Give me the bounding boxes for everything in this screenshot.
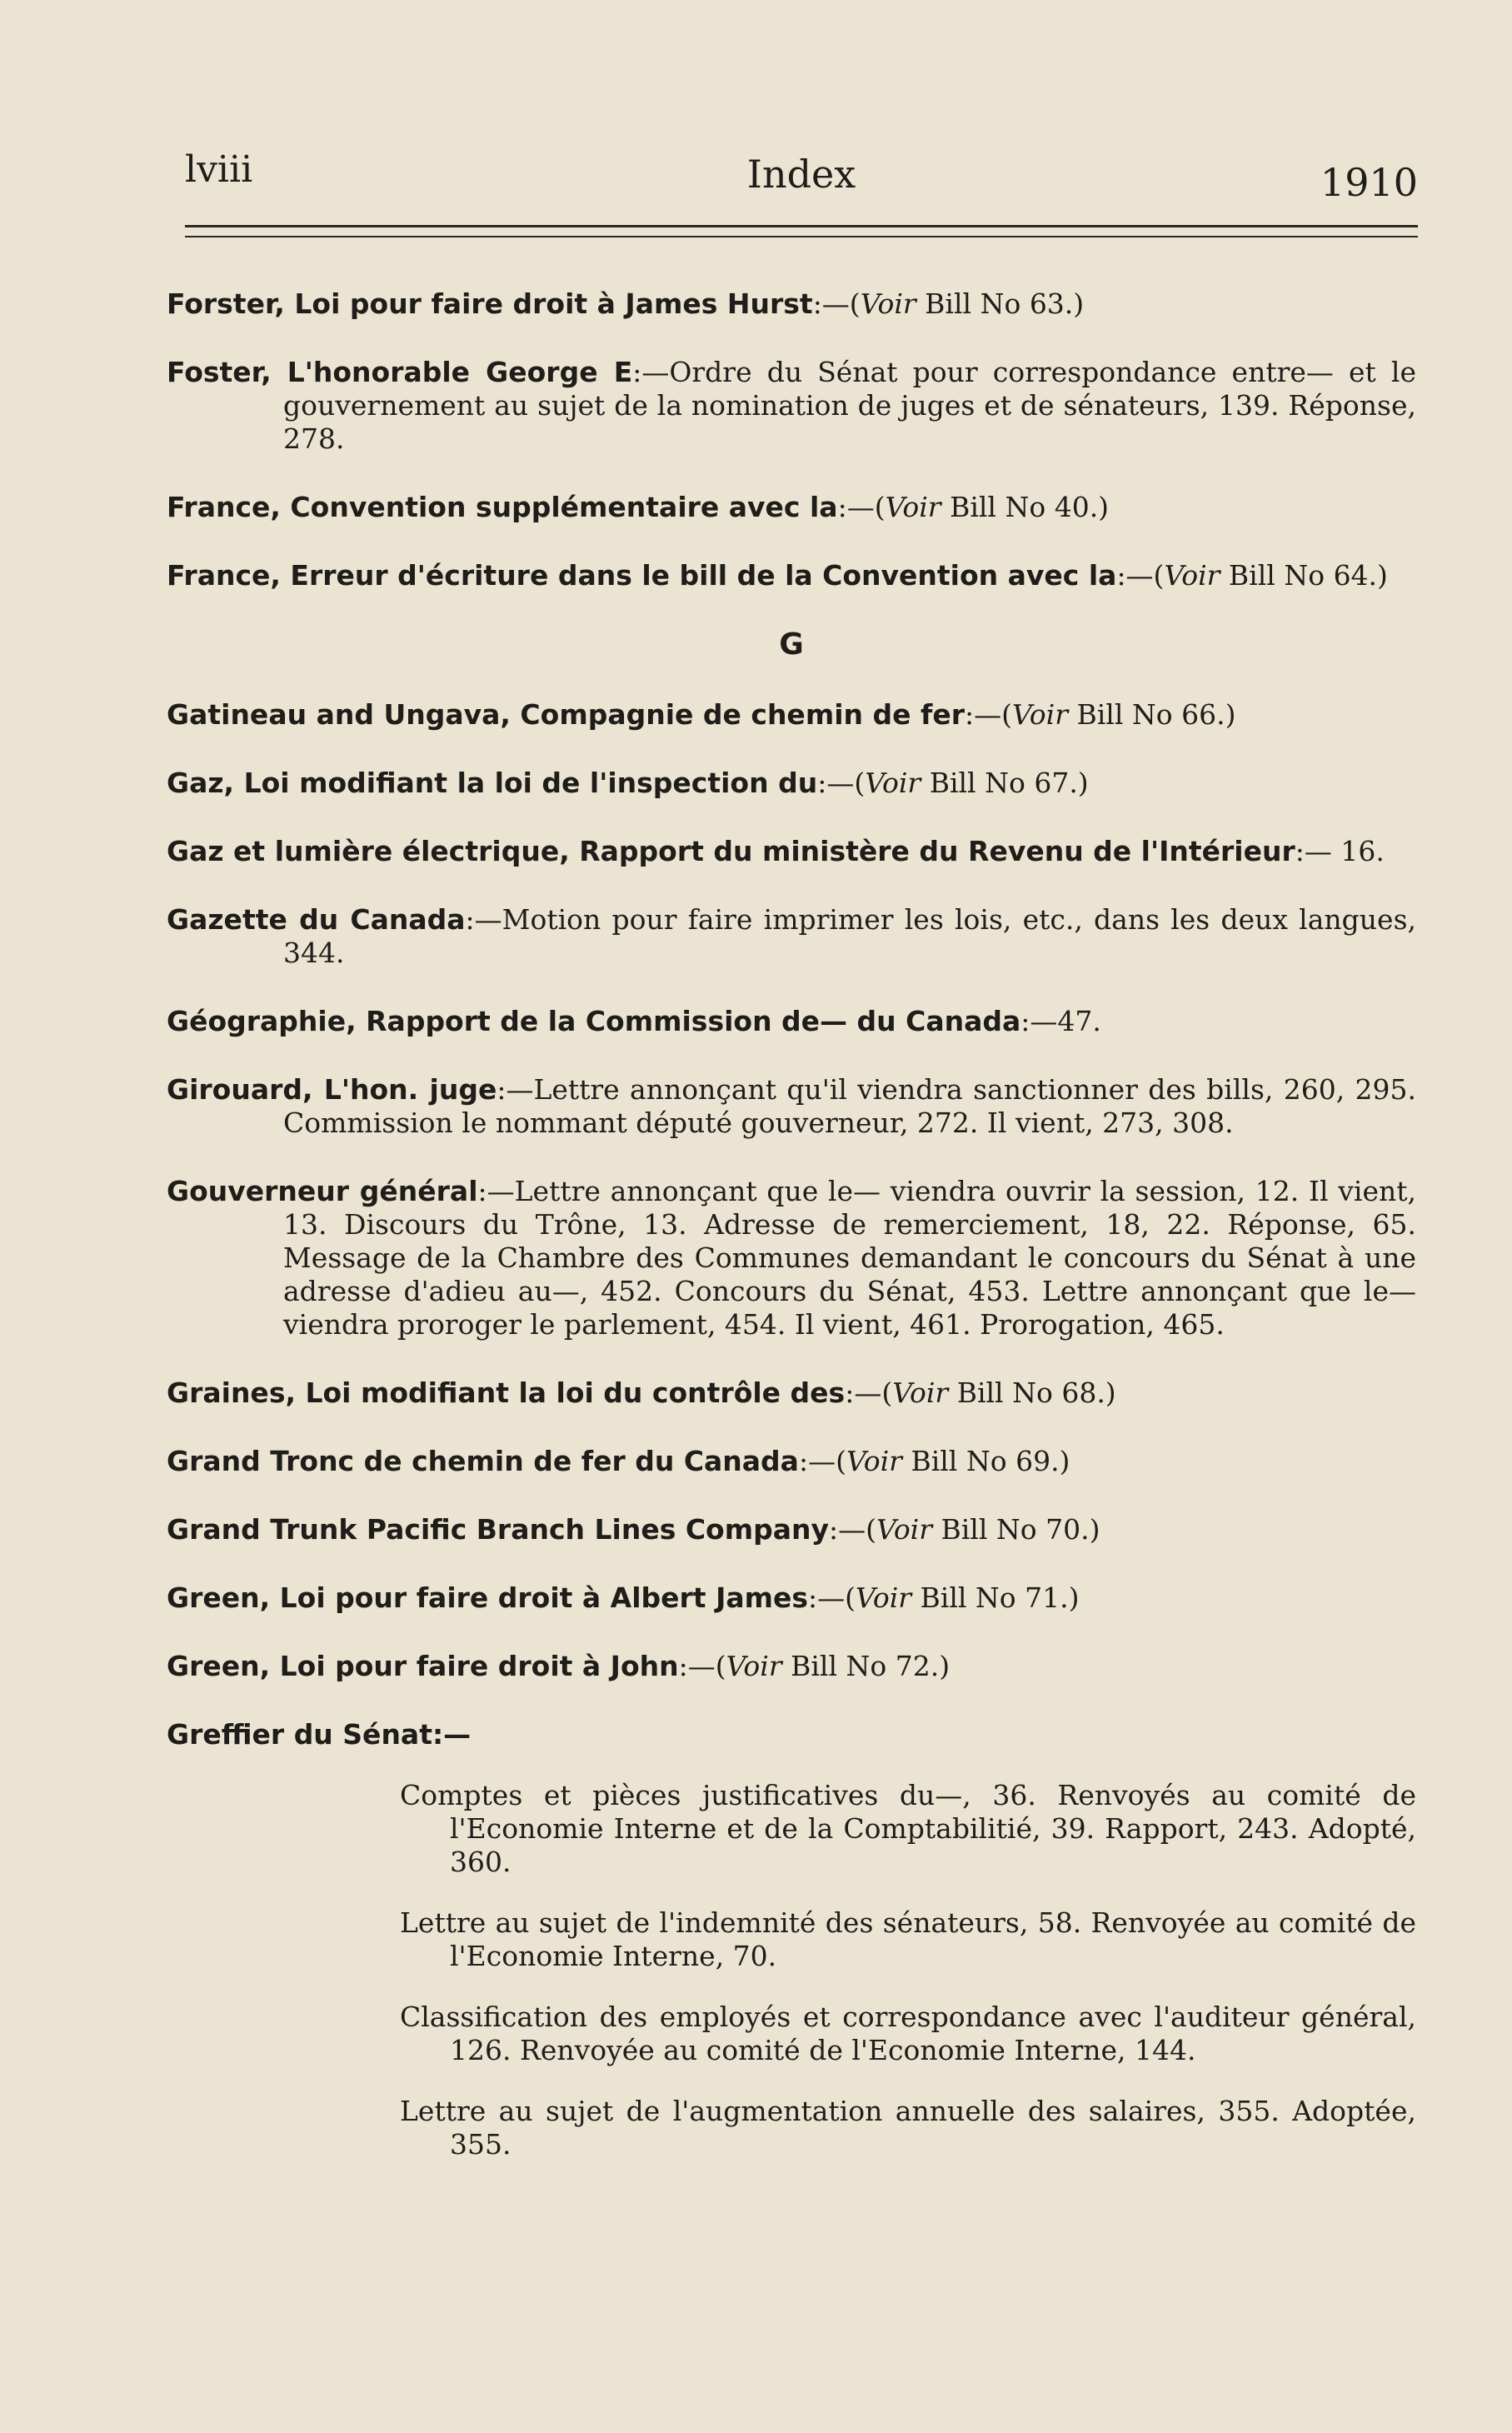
voir-ref: Voir bbox=[1012, 698, 1068, 731]
voir-ref: Voir bbox=[865, 767, 921, 799]
entry-text: :—( bbox=[845, 1376, 893, 1409]
index-entry bbox=[167, 767, 1416, 800]
entry-text: :—Ordre du Sénat pour correspondance entre— et le gouvernement au sujet de la nomination de juges et de sénateurs, 139. Réponse, 278. bbox=[283, 356, 1416, 455]
entries-f bbox=[167, 287, 1416, 592]
entry-lemma: Graines, Loi modifiant la loi du contrôle des bbox=[167, 1376, 846, 1409]
voir-ref: Voir bbox=[876, 1513, 933, 1546]
entry-text-after: Bill No 71.) bbox=[911, 1581, 1080, 1614]
entry-text-after: Bill No 69.) bbox=[901, 1445, 1070, 1477]
entry-text: :—( bbox=[812, 287, 861, 320]
subentry: Classification des employés et correspondance avec l'auditeur général, 126. Renvoyée au comité de l'Economie Interne, 144. bbox=[400, 2001, 1416, 2066]
entry-text: :—( bbox=[965, 698, 1012, 731]
entry-text: :—Lettre annonçant que le— viendra ouvrir la session, 12. Il vient, 13. Discours du Trône, 13. Adresse de remerciement, 18, 22. Réponse, 65. Message de la Chambre des Communes demandant le concours du Sénat à une adresse d'adieu au—, 452. Concours du Sénat, 453. Lettre annonçant que le— viendra proroger le parlement, 454. Il vient, 461. Prorogation, 465. bbox=[283, 1175, 1417, 1341]
entry-text: :—47. bbox=[1020, 1005, 1101, 1037]
section-letter: G bbox=[779, 627, 804, 662]
index-entry bbox=[167, 698, 1416, 732]
entry-lemma: Gazette du Canada bbox=[167, 903, 466, 936]
entry-lemma: Gaz et lumière électrique, Rapport du ministère du Revenu de l'Intérieur bbox=[167, 835, 1295, 867]
index-entry bbox=[167, 1175, 1416, 1341]
entry-lemma: Forster, Loi pour faire droit à James Hurst bbox=[167, 287, 813, 320]
entry-text-after: Bill No 40.) bbox=[941, 491, 1110, 523]
entry-text: :—( bbox=[1116, 559, 1165, 592]
entries-g bbox=[167, 698, 1416, 1683]
index-entry bbox=[167, 356, 1416, 456]
entry-text: :—( bbox=[678, 1650, 726, 1682]
voir-ref: Voir bbox=[885, 491, 941, 523]
entry-lemma: Greffier du Sénat:— bbox=[167, 1718, 472, 1751]
entry-lemma: Gaz, Loi modifiant la loi de l'inspection du bbox=[167, 767, 818, 799]
year: 1910 bbox=[1320, 160, 1418, 205]
subentry: Comptes et pièces justificatives du—, 36. Renvoyés au comité de l'Economie Interne et de la Comptabilitié, 39. Rapport, 243. Adopté, 360. bbox=[400, 1779, 1416, 1878]
index-entry bbox=[167, 559, 1416, 592]
entry-lemma: Géographie, Rapport de la Commission de— du Canada bbox=[167, 1005, 1021, 1037]
index-entry bbox=[167, 1513, 1416, 1546]
page-number: lviii bbox=[185, 148, 253, 191]
entry-lemma: Gouverneur général bbox=[167, 1175, 478, 1207]
index-entry bbox=[167, 1445, 1416, 1478]
header-rule-thin bbox=[185, 236, 1418, 237]
entry-text: :—( bbox=[808, 1581, 856, 1614]
entry-text: :—Motion pour faire imprimer les lois, etc., dans les deux langues, 344. bbox=[283, 903, 1416, 969]
index-entry bbox=[167, 1073, 1416, 1140]
entry-lemma: Girouard, L'hon. juge bbox=[167, 1073, 497, 1106]
voir-ref: Voir bbox=[726, 1650, 782, 1682]
entry-text-after: Bill No 63.) bbox=[916, 287, 1085, 320]
entry-text: :—( bbox=[837, 491, 886, 523]
entry-text: :—( bbox=[817, 767, 866, 799]
index-entry-greffier bbox=[167, 1718, 1416, 2161]
entry-lemma: Green, Loi pour faire droit à Albert James bbox=[167, 1581, 809, 1614]
entry-text-after: Bill No 67.) bbox=[921, 767, 1089, 799]
index-entry bbox=[167, 491, 1416, 524]
entry-lemma: France, Convention supplémentaire avec la bbox=[167, 491, 838, 523]
subentry-list bbox=[283, 1779, 1416, 2161]
running-head bbox=[185, 142, 1418, 208]
index-entry bbox=[167, 903, 1416, 970]
entry-text-after: Bill No 70.) bbox=[932, 1513, 1100, 1546]
entry-lemma: Grand Trunk Pacific Branch Lines Company bbox=[167, 1513, 830, 1546]
subentry: Lettre au sujet de l'augmentation annuelle des salaires, 355. Adoptée, 355. bbox=[400, 2095, 1416, 2161]
voir-ref: Voir bbox=[1164, 559, 1220, 592]
subentry: Lettre au sujet de l'indemnité des sénateurs, 58. Renvoyée au comité de l'Economie Interne, 70. bbox=[400, 1906, 1416, 1972]
entry-lemma: France, Erreur d'écriture dans le bill de la Convention avec la bbox=[167, 559, 1117, 592]
entry-lemma: Foster, L'honorable George E bbox=[167, 356, 633, 388]
entry-text-after: Bill No 72.) bbox=[781, 1650, 951, 1682]
entry-text-after: Bill No 64.) bbox=[1220, 559, 1388, 592]
index-entry bbox=[167, 1005, 1416, 1038]
entry-text: :—( bbox=[829, 1513, 877, 1546]
header-rule-thick bbox=[185, 225, 1418, 227]
entry-lemma: Gatineau and Ungava, Compagnie de chemin de fer bbox=[167, 698, 965, 731]
index-entries bbox=[167, 260, 1416, 2163]
entry-text-after: Bill No 68.) bbox=[948, 1376, 1116, 1409]
voir-ref: Voir bbox=[892, 1376, 949, 1409]
entry-lemma: Grand Tronc de chemin de fer du Canada bbox=[167, 1445, 799, 1477]
index-entry bbox=[167, 1376, 1416, 1410]
index-entry bbox=[167, 835, 1416, 868]
entry-text: :—( bbox=[798, 1445, 846, 1477]
index-entry bbox=[167, 287, 1416, 321]
index-entry bbox=[167, 1581, 1416, 1615]
voir-ref: Voir bbox=[846, 1445, 902, 1477]
voir-ref: Voir bbox=[860, 287, 916, 320]
entry-text-after: Bill No 66.) bbox=[1068, 698, 1236, 731]
entry-text: :—Lettre annonçant qu'il viendra sanctionner des bills, 260, 295. Commission le nommant député gouverneur, 272. Il vient, 273, 308. bbox=[283, 1073, 1416, 1139]
voir-ref: Voir bbox=[856, 1581, 912, 1614]
entry-lemma: Green, Loi pour faire droit à John bbox=[167, 1650, 679, 1682]
page-title: Index bbox=[746, 152, 856, 197]
entry-text: :— 16. bbox=[1295, 835, 1385, 867]
index-entry bbox=[167, 1650, 1416, 1683]
